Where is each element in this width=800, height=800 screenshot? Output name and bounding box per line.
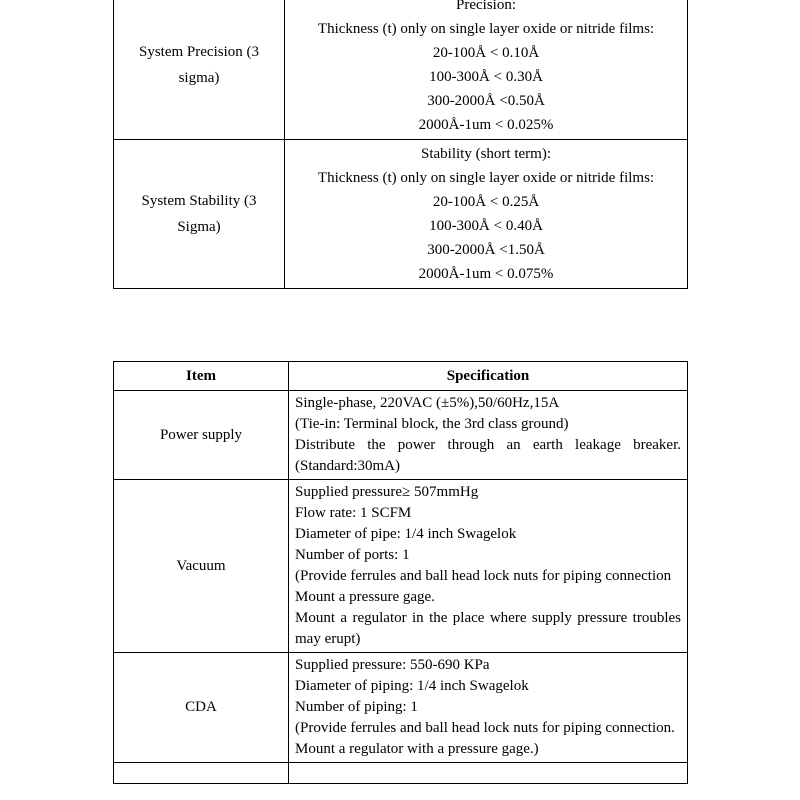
table-row-truncated [114,763,688,784]
spec-line: Supplied pressure: 550-690 KPa [295,657,490,673]
spec-cell [289,391,688,480]
spec-line: 300-2000Å <0.50Å [427,93,545,109]
empty-cell [114,763,289,784]
empty-cell [289,763,688,784]
spec-cell [289,480,688,653]
row-label: System Stability (3 Sigma) [114,140,285,289]
spec-line: 100-300Å < 0.40Å [429,218,543,234]
spec-line: 100-300Å < 0.30Å [429,69,543,85]
item-vacuum: Vacuum [114,480,289,653]
facility-requirements-table [113,361,688,784]
spec-line: 20-100Å < 0.25Å [432,194,540,210]
spec-line: Diameter of pipe: 1/4 inch Swagelok [295,526,517,542]
spec-cell [289,653,688,763]
row-label: System Precision (3 sigma) [114,0,285,140]
spec-line: Thickness (t) only on single layer oxide or nitride films: [317,170,655,186]
spec-line: (Provide ferrules and ball head lock nuts for piping connection. [295,720,675,736]
spec-line: Mount a regulator with a pressure gage.) [295,741,539,757]
spec-line: Mount a pressure gage. [295,589,435,605]
spec-line: Number of ports: 1 [295,547,410,563]
item-cda: CDA [114,653,289,763]
table-row [114,480,688,653]
spec-line: Diameter of piping: 1/4 inch Swagelok [295,678,529,694]
table-header-row [114,362,688,391]
item-column-header: Item [114,362,289,391]
spec-line: (Provide ferrules and ball head lock nuts for piping connection [295,568,672,584]
table-row [114,391,688,480]
spec-line: 20-100Å < 0.10Å [432,45,540,61]
spec-line: Thickness (t) only on single layer oxide or nitride films: [317,21,655,37]
spec-line: Supplied pressure≥ 507mmHg [295,484,479,500]
spec-line: (Tie-in: Terminal block, the 3rd class ground) [295,416,569,432]
spec-cell [285,140,688,289]
spec-line: Number of piping: 1 [295,699,418,715]
spec-line: Mount a regulator in the place where supply pressure troubles may erupt) [295,610,681,647]
specification-column-header: Specification [289,362,688,391]
spec-cell [285,0,688,140]
table-row [114,653,688,763]
spec-line: Precision: [456,0,516,13]
system-performance-table [113,0,688,289]
spec-line: 2000Å-1um < 0.025% [418,117,554,133]
spec-line: 2000Å-1um < 0.075% [418,266,554,282]
spec-line: Stability (short term): [421,146,551,162]
spec-line: 300-2000Å <1.50Å [427,242,545,258]
table-row [114,0,688,140]
table-row [114,140,688,289]
spec-line: Distribute the power through an earth leakage breaker. (Standard:30mA) [295,437,681,474]
item-power-supply: Power supply [114,391,289,480]
spec-line: Flow rate: 1 SCFM [295,505,412,521]
spec-line: Single-phase, 220VAC (±5%),50/60Hz,15A [295,395,560,411]
